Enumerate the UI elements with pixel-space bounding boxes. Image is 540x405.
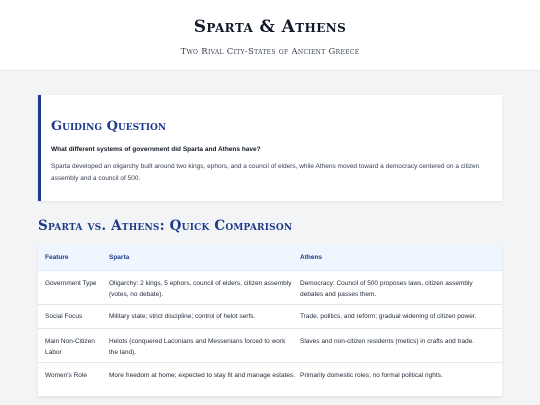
sparta-cell: More freedom at home; expected to stay fit and manage estates. xyxy=(109,372,296,379)
athens-cell: Primarily domestic roles; no formal political rights. xyxy=(300,372,443,379)
feature-cell: Government Type xyxy=(45,280,97,287)
guiding-question-card xyxy=(38,95,502,201)
table-row xyxy=(38,329,502,363)
athens-cell: Democracy: Council of 500 proposes laws, citizen assembly debates and passes them. xyxy=(300,280,473,298)
sparta-cell: Helots (conquered Laconians and Messenians forced to work the land). xyxy=(109,338,286,356)
page-subtitle: Two Rival City-States of Ancient Greece xyxy=(180,47,360,57)
page-title: Sparta & Athens xyxy=(193,17,347,37)
guiding-question-answer: Sparta developed an oligarchy built around two kings, ephors, and a council of elders, while Athens moved toward a democracy centered on a citizen assembly and a council of 500. xyxy=(51,163,480,182)
header-sparta: Sparta xyxy=(109,254,130,261)
guiding-question-title: Guiding Question xyxy=(51,119,167,134)
page-header xyxy=(0,0,540,71)
sparta-cell: Military state; strict discipline; control of helot serfs. xyxy=(109,313,256,320)
table-row xyxy=(38,271,502,305)
header-athens: Athens xyxy=(300,254,323,261)
athens-cell: Trade, politics, and reform; gradual widening of citizen power. xyxy=(300,313,477,320)
comparison-table xyxy=(38,245,502,397)
athens-cell: Slaves and non-citizen residents (metics) in crafts and trade. xyxy=(300,338,475,345)
header-feature: Feature xyxy=(45,254,69,261)
table-row xyxy=(38,305,502,329)
feature-cell: Social Focus xyxy=(45,313,83,320)
table-header-row xyxy=(38,245,502,271)
comparison-title: Sparta vs. Athens: Quick Comparison xyxy=(38,218,293,234)
sparta-cell: Oligarchy: 2 kings, 5 ephors, council of elders, citizen assembly (votes, no debate). xyxy=(109,280,292,298)
feature-cell: Women's Role xyxy=(45,372,87,379)
table-row xyxy=(38,363,502,397)
guiding-question-text: What different systems of government did Sparta and Athens have? xyxy=(51,146,261,153)
feature-cell: Main Non-Citizen Labor xyxy=(45,338,95,356)
